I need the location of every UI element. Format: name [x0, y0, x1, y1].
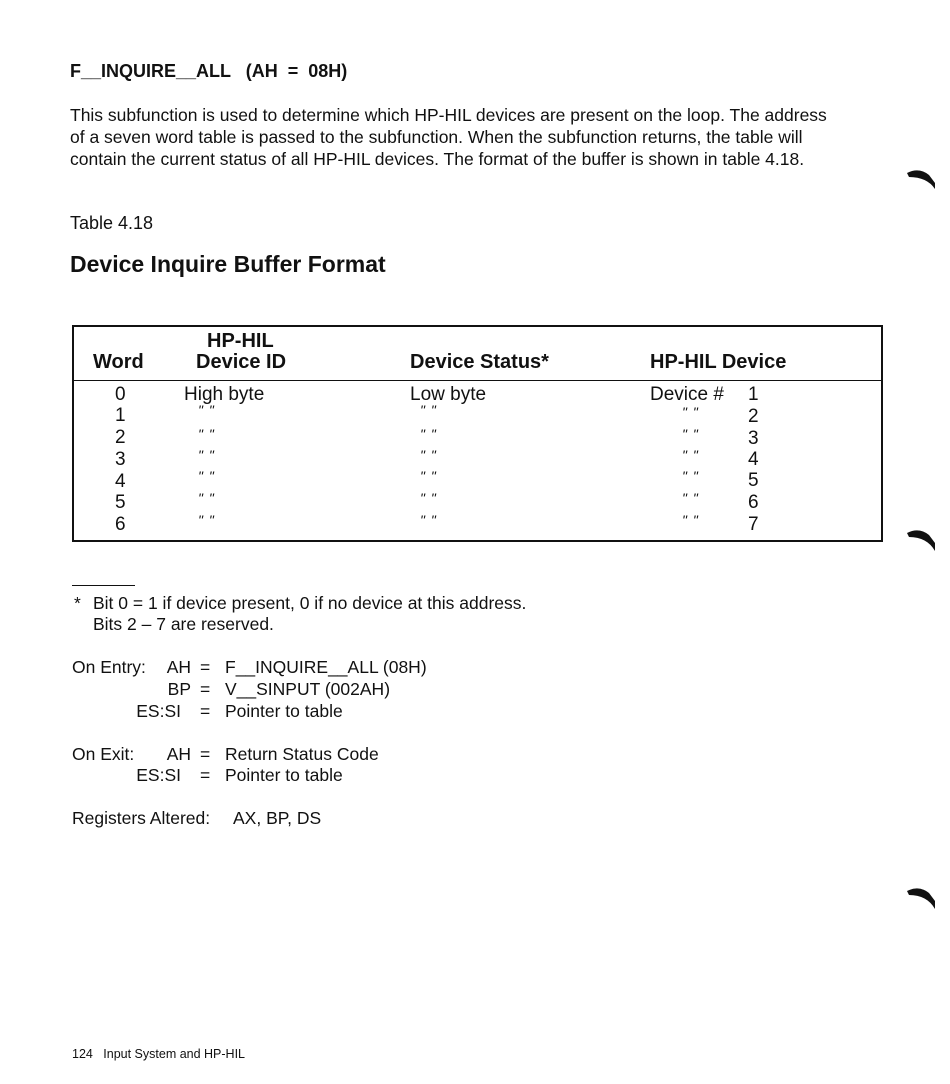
table-cell-device-status: " "	[420, 468, 437, 484]
table-cell-device-label: " "	[682, 404, 699, 420]
page-number: 124	[72, 1047, 93, 1061]
table-cell-device-id: " "	[198, 490, 215, 506]
footnote-line: Bit 0 = 1 if device present, 0 if no device at this address.	[93, 593, 527, 613]
table-cell-device-label: " "	[682, 490, 699, 506]
table-cell-word: 6	[115, 514, 126, 535]
register-name: ES:SI	[136, 701, 181, 721]
table-cell-word: 3	[115, 449, 126, 470]
binder-mark-icon	[905, 525, 935, 555]
table-cell-device-label: " "	[682, 468, 699, 484]
section-heading: F__INQUIRE__ALL (AH = 08H)	[70, 61, 348, 81]
table-cell-device-label: " "	[682, 512, 699, 528]
register-value: F__INQUIRE__ALL (08H)	[225, 657, 427, 677]
table-cell-device-status: " "	[420, 490, 437, 506]
table-cell-device-status: " "	[420, 447, 437, 463]
col-header-device-status: Device Status*	[410, 351, 549, 373]
register-value: Pointer to table	[225, 701, 343, 721]
register-name: AH	[166, 657, 191, 677]
table-title: Device Inquire Buffer Format	[70, 251, 386, 277]
col-header-device-id-bottom: Device ID	[196, 351, 287, 373]
table-cell-device-number: 3	[748, 428, 759, 449]
table-cell-device-id: " "	[198, 426, 215, 442]
intro-line: contain the current status of all HP-HIL devices. The format of the buffer is shown in table 4.18.	[70, 149, 805, 169]
table-cell-device-number: 5	[748, 470, 759, 491]
table-cell-device-number: 1	[748, 384, 759, 405]
table-cell-word: 5	[115, 492, 126, 513]
register-name: ES:SI	[136, 765, 181, 785]
col-header-word: Word	[93, 351, 144, 373]
table-cell-word: 4	[115, 471, 126, 492]
equals-sign: =	[200, 765, 211, 785]
register-value: V__SINPUT (002AH)	[225, 679, 391, 699]
table-cell-device-id: " "	[198, 512, 215, 528]
table-header-divider	[72, 380, 883, 381]
registers-altered-value: AX, BP, DS	[233, 808, 322, 828]
equals-sign: =	[200, 657, 211, 677]
table-cell-device-status: " "	[420, 512, 437, 528]
table-cell-device-id: " "	[198, 402, 215, 418]
equals-sign: =	[200, 744, 211, 764]
col-header-device-id-top: HP-HIL	[207, 330, 274, 352]
footer-section-title: Input System and HP-HIL	[103, 1047, 246, 1061]
intro-line: of a seven word table is passed to the subfunction. When the subfunction returns, the table will	[70, 127, 803, 147]
table-cell-device-status: Low byte	[410, 384, 487, 405]
on-entry-label: On Entry:	[72, 657, 146, 677]
register-value: Pointer to table	[225, 765, 343, 785]
footnote-rule	[72, 585, 135, 586]
page-footer	[72, 1047, 245, 1061]
table-cell-device-number: 4	[748, 449, 759, 470]
footnote-line: Bits 2 – 7 are reserved.	[93, 614, 274, 634]
equals-sign: =	[200, 679, 211, 699]
intro-line: This subfunction is used to determine which HP-HIL devices are present on the loop. The address	[70, 105, 827, 125]
table-cell-word: 1	[115, 405, 126, 426]
binder-mark-icon	[905, 883, 935, 913]
table-cell-device-number: 2	[748, 406, 759, 427]
table-cell-device-status: " "	[420, 426, 437, 442]
table-label: Table 4.18	[70, 213, 154, 233]
table-cell-device-label: Device #	[650, 384, 724, 405]
table-cell-device-status: " "	[420, 402, 437, 418]
table-cell-word: 2	[115, 427, 126, 448]
table-cell-device-id: " "	[198, 468, 215, 484]
col-header-hphil-device: HP-HIL Device	[650, 351, 787, 373]
binder-mark-icon	[905, 165, 935, 195]
table-cell-device-label: " "	[682, 426, 699, 442]
register-name: BP	[167, 679, 191, 699]
intro-paragraph	[70, 104, 870, 170]
table-cell-word: 0	[115, 384, 126, 405]
table-cell-device-id: " "	[198, 447, 215, 463]
register-value: Return Status Code	[225, 744, 379, 764]
table-cell-device-number: 6	[748, 492, 759, 513]
footnote-marker: *	[74, 593, 81, 613]
table-cell-device-number: 7	[748, 514, 759, 535]
table-cell-device-label: " "	[682, 447, 699, 463]
registers-altered-label: Registers Altered:	[72, 808, 211, 828]
table-cell-device-id: High byte	[184, 384, 265, 405]
equals-sign: =	[200, 701, 211, 721]
register-name: AH	[166, 744, 191, 764]
on-exit-label: On Exit:	[72, 744, 135, 764]
